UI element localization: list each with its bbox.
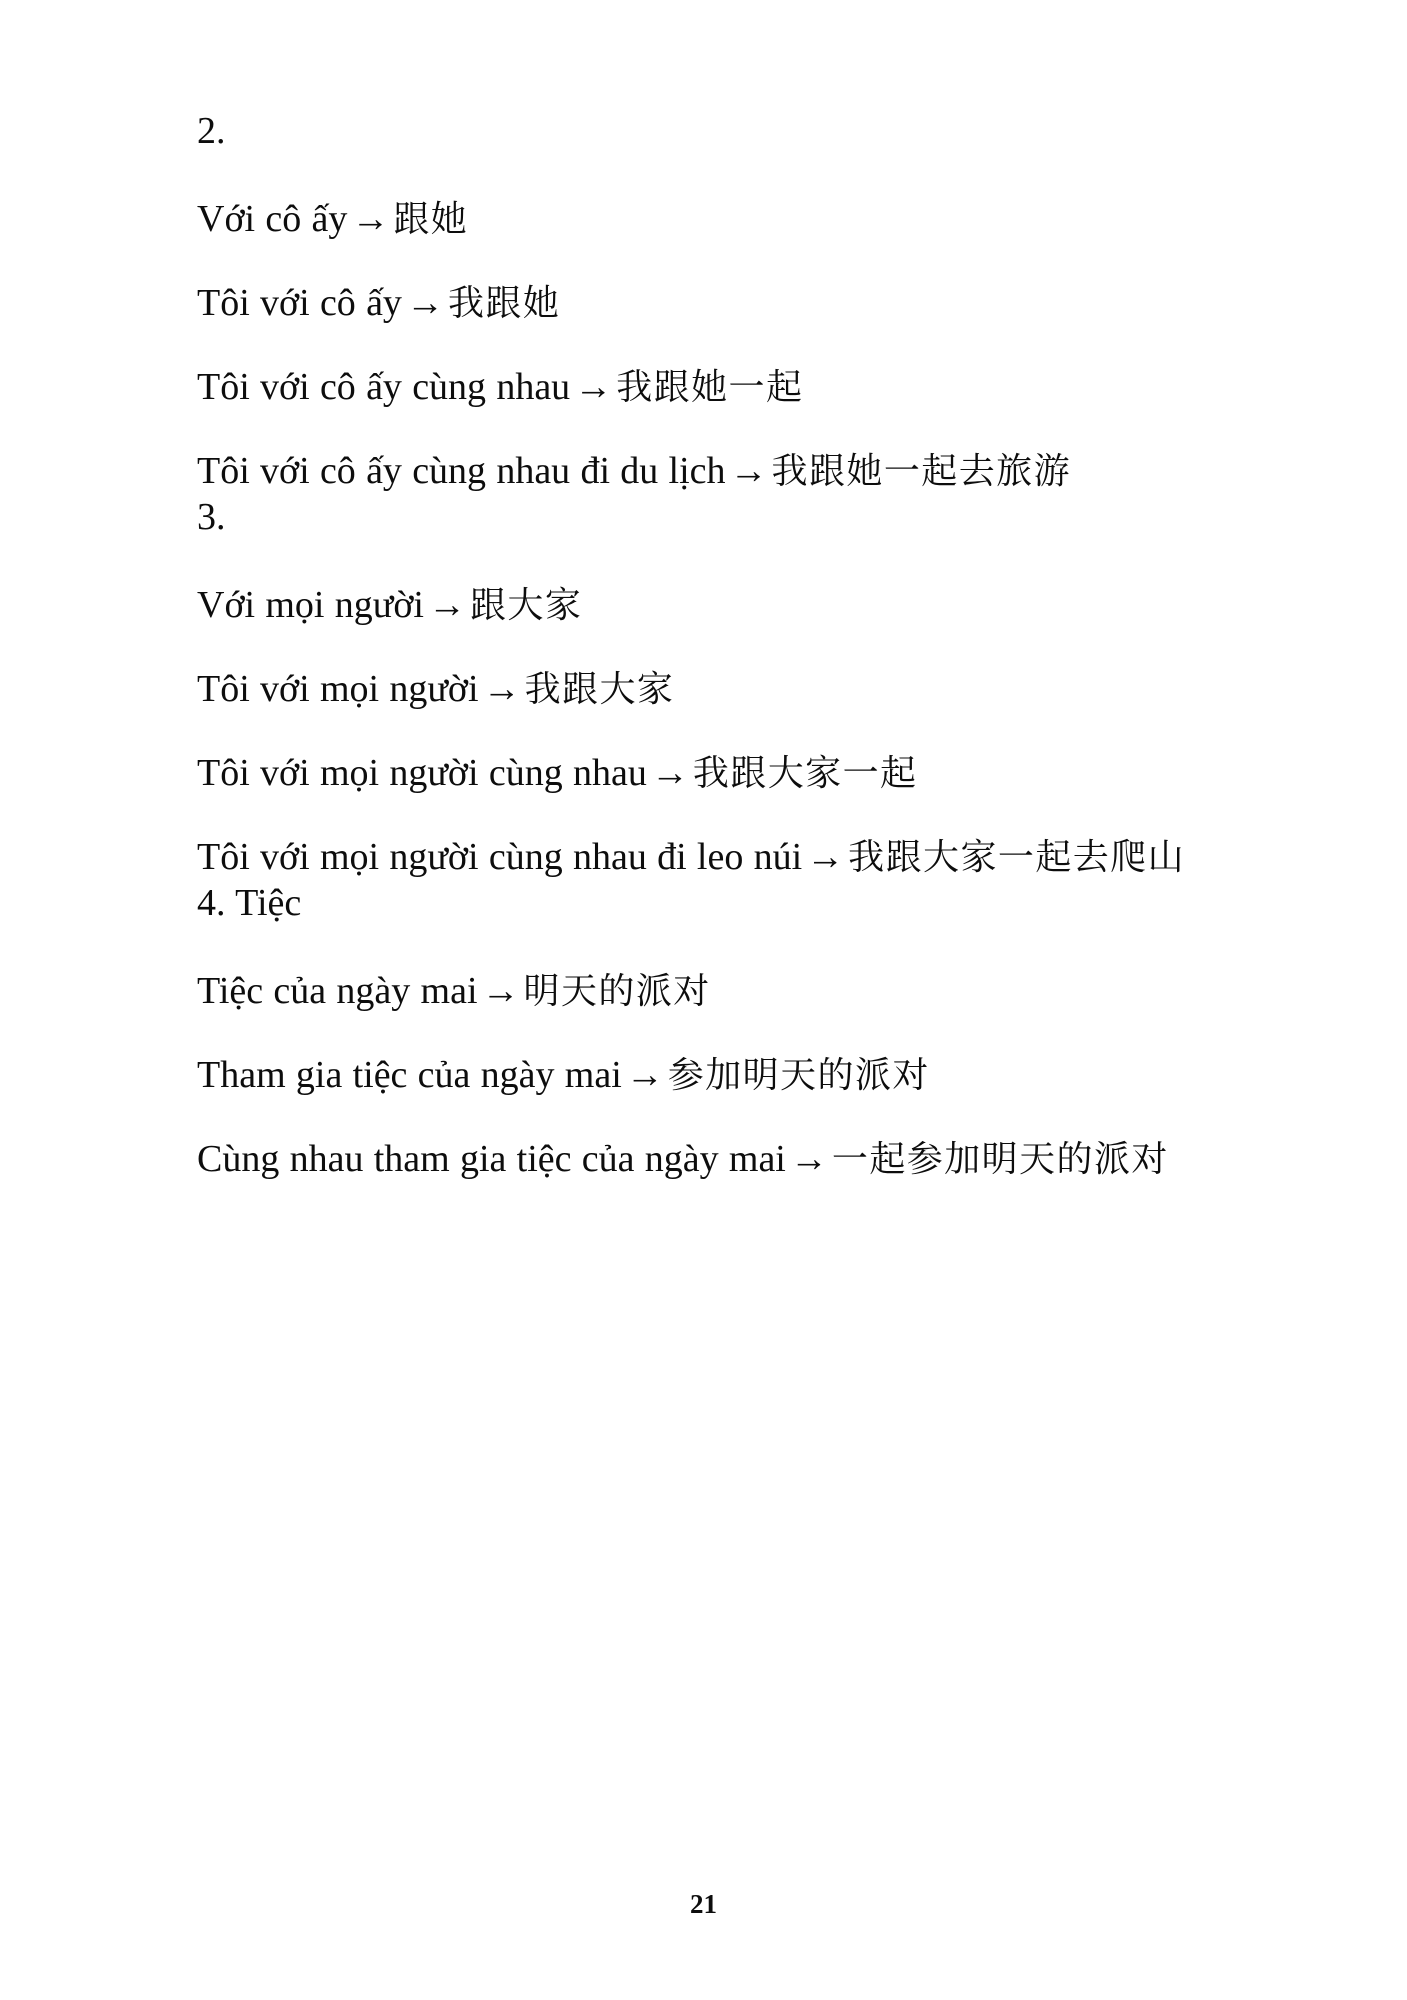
arrow-icon: → <box>481 970 520 1012</box>
arrow-icon: → <box>427 584 466 626</box>
arrow-icon: → <box>729 450 768 492</box>
mapping-line <box>197 200 1212 238</box>
mapping-line <box>197 670 1212 708</box>
mapping-target: 跟大家 <box>469 585 583 626</box>
mapping-source: Cùng nhau tham gia tiệc của ngày mai <box>197 1138 786 1180</box>
spacer <box>197 624 1212 670</box>
spacer <box>197 1094 1212 1140</box>
arrow-icon: → <box>574 366 613 408</box>
arrow-icon: → <box>789 1138 828 1180</box>
spacer <box>197 536 1212 586</box>
mapping-line <box>197 452 1212 490</box>
mapping-source: Tôi với cô ấy <box>197 282 402 324</box>
arrow-icon: → <box>405 282 444 324</box>
mapping-source: Tôi với mọi người cùng nhau <box>197 752 647 794</box>
spacer <box>197 238 1212 284</box>
section-heading-3: 3. <box>197 496 226 538</box>
mapping-target: 一起参加明天的派对 <box>831 1139 1169 1180</box>
spacer <box>197 708 1212 754</box>
mapping-source: Với mọi người <box>197 584 424 626</box>
spacer <box>197 150 1212 200</box>
spacer <box>197 792 1212 838</box>
mapping-target: 明天的派对 <box>523 971 711 1012</box>
page-body <box>197 112 1212 1178</box>
mapping-target: 我跟她一起去旅游 <box>771 451 1072 492</box>
arrow-icon: → <box>625 1054 664 1096</box>
mapping-target: 跟她 <box>393 199 469 240</box>
spacer <box>197 406 1212 452</box>
mapping-line <box>197 284 1212 322</box>
mapping-target: 我跟大家 <box>524 669 675 710</box>
mapping-target: 我跟大家一起去爬山 <box>848 837 1186 878</box>
arrow-icon: → <box>482 668 521 710</box>
page-number: 21 <box>690 1889 717 1919</box>
mapping-line <box>197 586 1212 624</box>
mapping-source: Tôi với mọi người cùng nhau đi leo núi <box>197 836 803 878</box>
mapping-target: 我跟她 <box>447 283 561 324</box>
mapping-line <box>197 368 1212 406</box>
spacer <box>197 922 1212 972</box>
mapping-line <box>197 754 1212 792</box>
arrow-icon: → <box>806 836 845 878</box>
mapping-source: Tiệc của ngày mai <box>197 970 478 1012</box>
section-heading-4: 4. Tiệc <box>197 882 302 924</box>
mapping-target: 我跟大家一起 <box>692 753 918 794</box>
mapping-target: 参加明天的派对 <box>667 1055 930 1096</box>
mapping-line <box>197 1140 1212 1178</box>
mapping-source: Với cô ấy <box>197 198 348 240</box>
section-heading-2: 2. <box>197 110 226 152</box>
spacer <box>197 322 1212 368</box>
mapping-line <box>197 838 1212 876</box>
arrow-icon: → <box>650 752 689 794</box>
mapping-source: Tôi với mọi người <box>197 668 479 710</box>
mapping-source: Tham gia tiệc của ngày mai <box>197 1054 622 1096</box>
mapping-line <box>197 972 1212 1010</box>
mapping-source: Tôi với cô ấy cùng nhau đi du lịch <box>197 450 726 492</box>
spacer <box>197 1010 1212 1056</box>
mapping-source: Tôi với cô ấy cùng nhau <box>197 366 571 408</box>
mapping-target: 我跟她一起 <box>616 367 804 408</box>
mapping-line <box>197 1056 1212 1094</box>
arrow-icon: → <box>351 198 390 240</box>
